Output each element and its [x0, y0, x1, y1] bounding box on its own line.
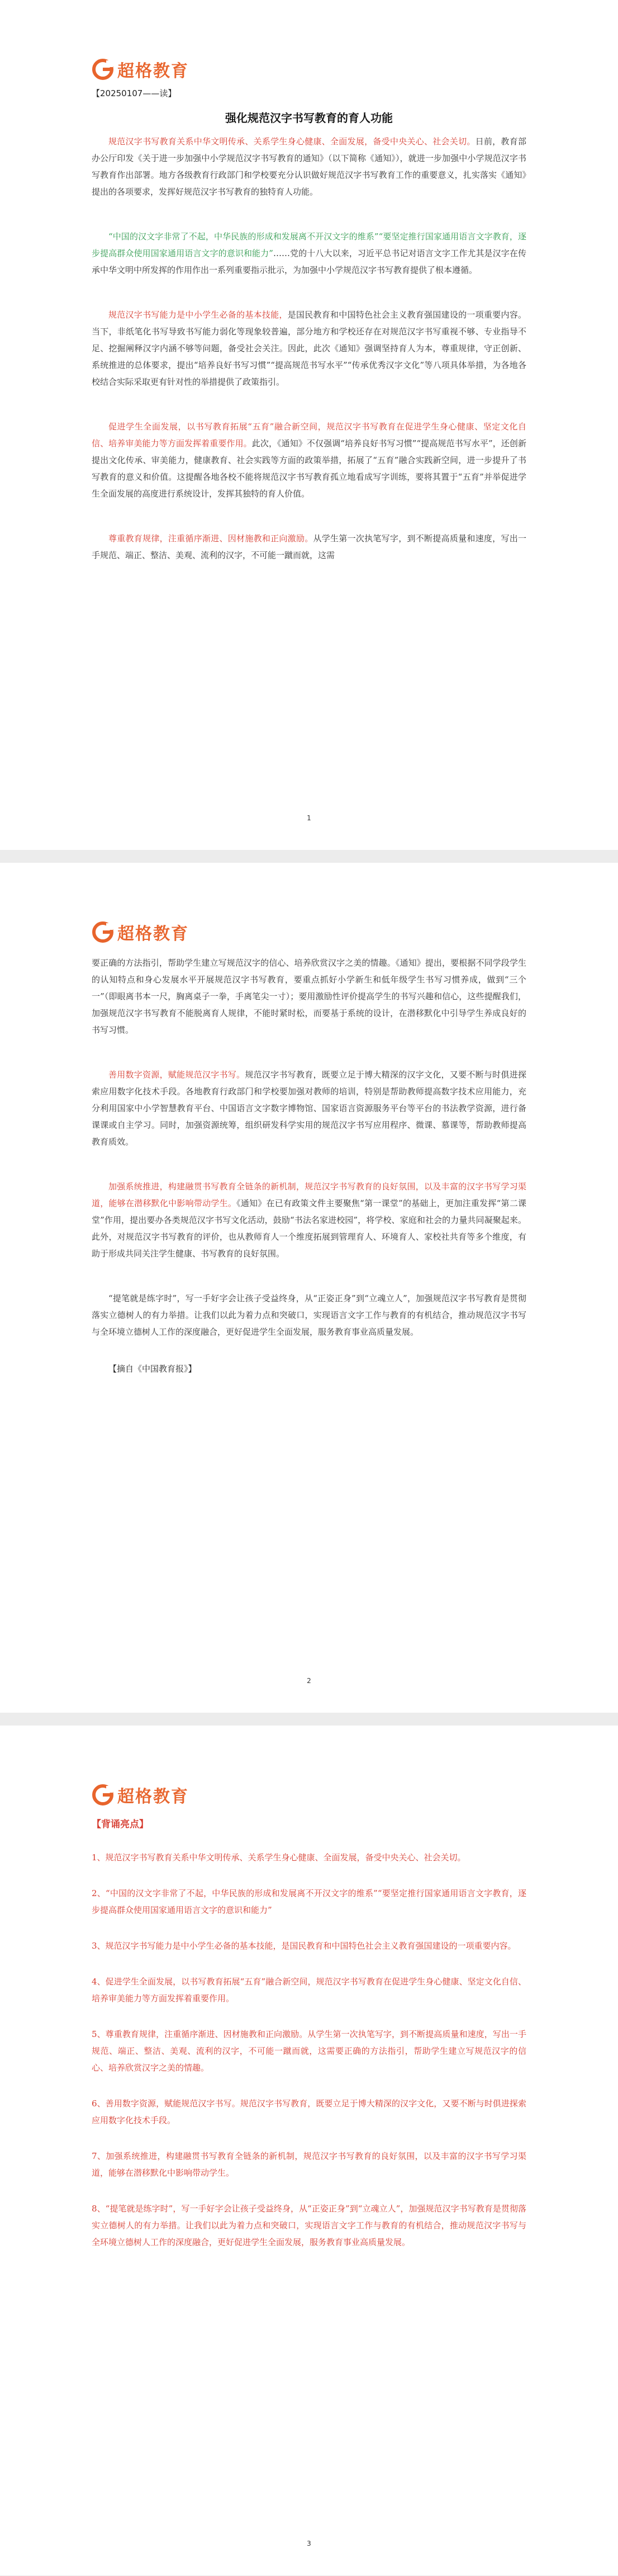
highlight-text: 促进学生全面发展，以书写教育拓展“五育”融合新空间，规范汉字书写教育在促进学生身心健康、坚定文化自信、培养审美能力等方面发挥着重要作用。 [92, 422, 526, 448]
brand-name: 超格教育 [117, 62, 189, 81]
highlight-text: 尊重教育规律，注重循序渐进、因材施教和正向激励。 [108, 533, 313, 543]
page-1-content [92, 56, 526, 564]
key-point-item: 5、尊重教育规律，注重循序渐进、因材施教和正向激励。从学生第一次执笔写字，到不断提高质量和速度，写出一手规范、端正、整洁、美观、流利的汉字，不可能一蹴而就，这需要正确的方法指引，帮助学生建立写规范汉字的信心、培养欣赏汉字之美的情趣。 [92, 2029, 526, 2073]
key-points-heading: 【背诵亮点】 [92, 1819, 149, 1830]
highlight-text: 规范汉字书写教育关系中华文明传承、关系学生身心健康、全面发展，备受中央关心、社会关切。 [108, 136, 476, 146]
key-point-item: 4、促进学生全面发展，以书写教育拓展“五育”融合新空间，规范汉字书写教育在促进学生身心健康、坚定文化自信、培养审美能力等方面发挥着重要作用。 [92, 1977, 526, 2003]
paragraph-text: 是国民教育和中国特色社会主义教育强国建设的一项重要内容。当下，非纸笔化书写导致书写能力弱化等现象较普遍，部分地方和学校还存在对规范汉字书写重视不够、专业指导不足、挖掘阐释汉字内涵不够等问题，备受社会关注。因此，此次《通知》强调坚持育人为本，尊重规律，守正创新、系统推进的总体要求，提出“培养良好书写习惯”“提高规范书写水平”“传承优秀汉字文化”等八项具体举措，为各地各校结合实际采取更有针对性的举措提供了政策指引。 [92, 310, 526, 387]
page-2-content [92, 919, 526, 1374]
page-number: 2 [307, 1677, 311, 1685]
paragraph-text: 此次，《通知》不仅强调“培养良好书写习惯”“提高规范书写水平”，还创新提出文化传承、审美能力，健康教育、社会实践等方面的政策举措，拓展了“五育”融合实践新空间，进一步提升了书写教育的意义和价值。这提醒各地各校不能将规范汉字书写教育孤立地看成写字训练，要将其置于“五育”并举促进学生全面发展的高度进行系统设计，发挥其独特的育人价值。 [92, 438, 526, 499]
paragraph-text: 规范汉字书写教育，既要立足于博大精深的汉字文化，又要不断与时俱进探索应用数字化技术手段。各地教育行政部门和学校要加强对教师的培训，特别是帮助教师提高数字技术应用能力，充分利用国家中小学智慧教育平台、中国语言文字数字博物馆、国家语言资源服务平台等平台的书法教学资源，进行备课课或自主学习。同时，加强资源统筹，组织研发科学实用的规范汉字书写应用程序、微课、慕课等，帮助教师提高教育质效。 [92, 1070, 526, 1147]
highlight-text: 善用数字资源，赋能规范汉字书写。 [108, 1070, 245, 1080]
paragraph [92, 1290, 526, 1340]
page-number: 3 [307, 2540, 311, 2547]
paragraph [92, 228, 526, 278]
key-point-item: 8、“提笔就是练字时”，写一手好字会让孩子受益终身，从“正姿正身”到“立魂立人”，加强规范汉字书写教育是贯彻落实立德树人的有力举措。让我们以此为着力点和突破口，实现语言文字工作与教育的有机结合，推动规范汉字书写与全环境立德树人工作的深度融合，更好促进学生全面发展，服务教育事业高质量发展。 [92, 2204, 526, 2247]
paragraph [92, 954, 526, 1038]
brand-logo [92, 919, 526, 946]
paragraph-text: 《通知》在已有政策文件主要聚焦“第一课堂”的基础上，更加注重发挥“第二课堂”作用，提出要办各类规范汉字书写文化活动，鼓励“书法名家进校园”，将学校、家庭和社会的力量共同凝聚起来。此外，对规范汉字书写教育的评价，也从教师育人一个维度拓展到管理育人、环境育人、家校社共育等多个维度，有助于形成共同关注学生健康、书写教育的良好氛围。 [92, 1198, 526, 1259]
paragraph-text: 要正确的方法指引，帮助学生建立写规范汉字的信心、培养欣赏汉字之美的情趣。《通知》提出，要根据不同学段学生的认知特点和身心发展水平开展规范汉字书写教育，要重点抓好小学新生和低年级学生书写习惯养成，做到“三个一”（即眼离书本一尺，胸离桌子一拳，手离笔尖一寸）；要用激励性评价提高学生的书写兴趣和信心，这些提醒我们，加强规范汉字书写教育不能脱离育人规律，不能时紧时松，而要基于系统的设计，在潜移默化中引导学生养成良好的书写习惯。 [92, 958, 526, 1035]
brand-logo [92, 56, 526, 83]
source-note: 【摘自《中国教育报》】 [108, 1364, 197, 1374]
page-2 [0, 863, 618, 1713]
highlight-text: “提笔就是练字时”，写一手好字会让孩子受益终身，从“正姿正身”到“立魂立人”，加强规范汉字书写教育是贯彻落实立德树人的有力举措。让我们以此为着力点和突破口，实现语言文字工作与教育的有机结合，推动规范汉字书写与全环境立德树人工作的深度融合，更好促进学生全面发展，服务教育事业高质量发展。 [92, 1293, 526, 1337]
paragraph [92, 530, 526, 564]
page-3-content [92, 1781, 526, 2251]
brand-name: 超格教育 [117, 1787, 189, 1807]
highlight-text: 加强系统推进，构建融贯书写教育全链条的新机制，规范汉字书写教育的良好氛围，以及丰富的汉字书写学习渠道，能够在潜移默化中影响带动学生。 [92, 1181, 526, 1208]
key-point-item: 6、善用数字资源，赋能规范汉字书写。规范汉字书写教育，既要立足于博大精深的汉字文化，又要不断与时俱进探索应用数字化技术手段。 [92, 2098, 526, 2125]
key-point-item: 1、规范汉字书写教育关系中华文明传承、关系学生身心健康、全面发展，备受中央关心、社会关切。 [92, 1852, 466, 1863]
paragraph [92, 418, 526, 502]
brand-logo-icon [92, 921, 114, 943]
paragraph [92, 1066, 526, 1150]
paragraph [92, 306, 526, 390]
quote-text: “中国的汉文字非常了不起，中华民族的形成和发展离不开汉文字的维系”“要坚定推行国家通用语言文字教育，逐步提高群众使用国家通用语言文字的意识和能力” [92, 231, 526, 258]
page-number: 1 [307, 814, 311, 822]
paragraph-text: ……党的十八大以来，习近平总书记对语言文字工作尤其是汉字在传承中华文明中所发挥的作用作出一系列重要指示批示，为加强中小学规范汉字书写教育提供了根本遵循。 [92, 248, 526, 275]
paragraph-text: 日前，教育部办公厅印发《关于进一步加强中小学规范汉字书写教育的通知》（以下简称《通知》），就进一步加强中小学规范汉字书写教育作出部署。地方各级教育行政部门和学校要充分认识做好规范汉字书写教育工作的重要意义，扎实落实《通知》提出的各项要求，发挥好规范汉字书写教育的独特育人功能。 [92, 136, 526, 197]
key-point-item: 3、规范汉字书写能力是中小学生必备的基本技能，是国民教育和中国特色社会主义教育强国建设的一项重要内容。 [92, 1941, 516, 1951]
highlight-text: 规范汉字书写能力是中小学生必备的基本技能， [108, 310, 288, 320]
key-point-item: 2、“中国的汉文字非常了不起，中华民族的形成和发展离不开汉文字的维系”“要坚定推行国家通用语言文字教育，逐步提高群众使用国家通用语言文字的意识和能力” [92, 1888, 526, 1915]
brand-logo-icon [92, 1784, 114, 1806]
date-tag: 【20250107——读】 [92, 88, 177, 98]
brand-name: 超格教育 [117, 924, 189, 944]
brand-logo-icon [92, 58, 114, 81]
paragraph [92, 133, 526, 200]
page-3 [0, 1726, 618, 2575]
paragraph-text: 从学生第一次执笔写字，到不断提高质量和速度，写出一手规范、端正、整洁、美观、流利的汉字，不可能一蹴而就，这需 [92, 533, 526, 560]
page-1 [0, 0, 618, 850]
brand-logo [92, 1781, 526, 1808]
article-title: 强化规范汉字书写教育的育人功能 [225, 111, 393, 125]
paragraph [92, 1178, 526, 1262]
key-point-item: 7、加强系统推进，构建融贯书写教育全链条的新机制，规范汉字书写教育的良好氛围，以及丰富的汉字书写学习渠道，能够在潜移默化中影响带动学生。 [92, 2151, 526, 2178]
